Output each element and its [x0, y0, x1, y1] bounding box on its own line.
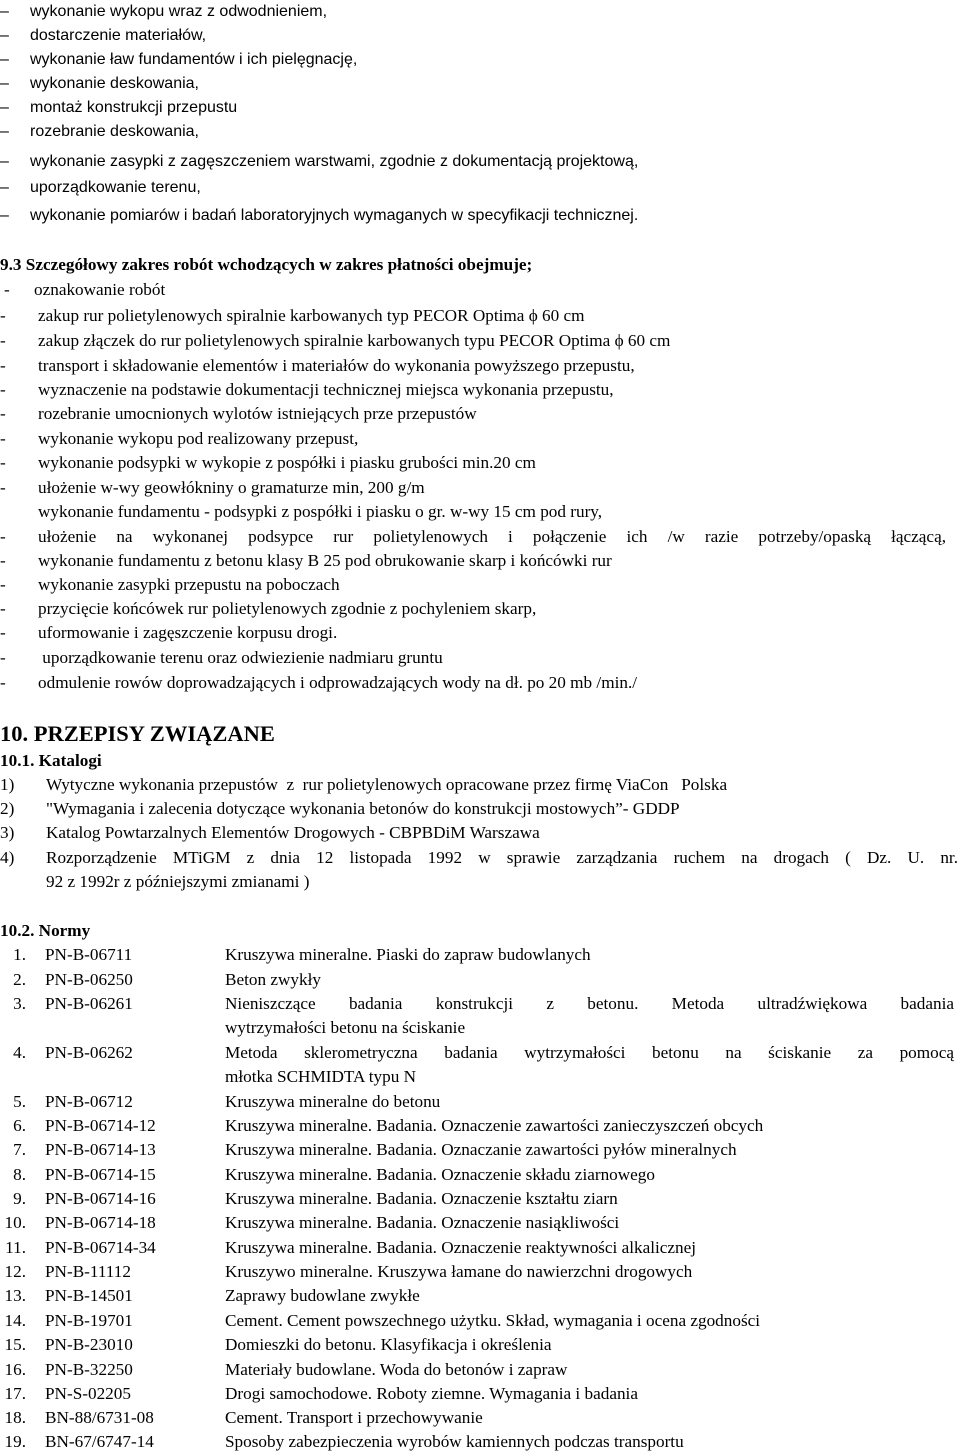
norm-code: PN-B-23010: [45, 1335, 133, 1354]
dash-marker: –: [0, 75, 9, 92]
norm-title: Cement. Transport i przechowywanie: [225, 1408, 483, 1427]
list-marker: -: [0, 356, 6, 375]
norm-code: PN-B-06714-16: [45, 1189, 156, 1208]
subsection-number: 10.1.: [0, 751, 35, 770]
norm-title: Kruszywa mineralne. Badania. Oznaczenie reaktywności alkalicznej: [225, 1238, 697, 1257]
list-item-text: uporządkowanie terenu oraz odwiezienie nadmiaru gruntu: [38, 648, 443, 667]
list-marker: -: [0, 478, 6, 497]
norm-code: PN-B-19701: [45, 1311, 133, 1330]
norm-index: 13.: [4, 1286, 26, 1305]
subsection-number: 10.2.: [0, 921, 35, 940]
norm-title: Kruszywa mineralne. Badania. Oznaczenie składu ziarnowego: [225, 1165, 655, 1184]
norm-index: 3.: [13, 994, 26, 1013]
norm-code: PN-B-06714-34: [45, 1238, 156, 1257]
norm-title: Kruszywa mineralne do betonu: [225, 1092, 441, 1111]
dash-marker: –: [0, 27, 9, 44]
norm-index: 19.: [4, 1432, 26, 1451]
norm-code: BN-88/6731-08: [45, 1408, 154, 1427]
subsection-10-2-heading: [0, 919, 90, 943]
norm-title: Kruszywa mineralne. Badania. Oznaczenie nasiąkliwości: [225, 1213, 620, 1232]
list-item-text: Rozporządzenie MTiGM z dnia 12 listopada 1992 w sprawie zarządzania ruchem na drogach ( Dz. U. nr.: [46, 848, 958, 867]
list-marker: -: [0, 551, 6, 570]
list-marker: -: [0, 429, 6, 448]
list-item-text: wykonanie deskowania,: [30, 75, 199, 92]
subsection-title: Normy: [38, 921, 91, 940]
norm-title: wytrzymałości betonu na ściskanie: [225, 1018, 466, 1037]
norm-title: Domieszki do betonu. Klasyfikacja i określenia: [225, 1335, 552, 1354]
list-item-text: rozebranie deskowania,: [30, 123, 199, 140]
list-item-text: montaż konstrukcji przepustu: [30, 99, 238, 116]
list-item-text: wyznaczenie na podstawie dokumentacji technicznej miejsca wykonania przepustu,: [38, 380, 614, 399]
section-10-heading: 10. PRZEPISY ZWIĄZANE: [0, 721, 275, 746]
list-item-text: ułożenie w-wy geowłókniny o gramaturze min, 200 g/m: [38, 478, 425, 497]
norm-title: Kruszywa mineralne. Badania. Oznaczenie zawartości zanieczyszczeń obcych: [225, 1116, 764, 1135]
norm-title: Materiały budowlane. Woda do betonów i zapraw: [225, 1360, 568, 1379]
norm-index: 12.: [4, 1262, 26, 1281]
norm-index: 8.: [13, 1165, 26, 1184]
norm-index: 4.: [13, 1043, 26, 1062]
norm-title: Drogi samochodowe. Roboty ziemne. Wymagania i badania: [225, 1384, 638, 1403]
norm-title: Nieniszczące badania konstrukcji z betonu. Metoda ultradźwiękowa badania: [225, 994, 954, 1013]
norm-code: BN-67/6747-14: [45, 1432, 154, 1451]
dash-marker: –: [0, 207, 9, 224]
dash-marker: –: [0, 3, 9, 20]
list-item: [0, 525, 946, 549]
list-marker: -: [0, 623, 6, 642]
list-marker: -: [0, 527, 6, 546]
dash-marker: –: [0, 153, 9, 170]
list-item-text: odmulenie rowów doprowadzających i odprowadzających wody na dł. po 20 mb /min./: [38, 673, 638, 692]
list-item-text: przycięcie końcówek rur polietylenowych zgodnie z pochyleniem skarp,: [38, 599, 537, 618]
norm-title: Kruszywa mineralne. Badania. Oznaczanie zawartości pyłów mineralnych: [225, 1140, 737, 1159]
list-marker: -: [0, 380, 6, 399]
list-item-text: oznakowanie robót: [34, 280, 166, 299]
list-item-text: wykonanie zasypki z zagęszczeniem warstwami, zgodnie z dokumentacją projektową,: [30, 153, 639, 170]
norm-code: PN-S-02205: [45, 1384, 131, 1403]
list-item-text: ułożenie na wykonanej podsypce rur polietylenowych i połączenie ich /w razie potrzeby/opaską łączącą,: [38, 527, 946, 546]
norm-index: 18.: [4, 1408, 26, 1427]
list-number: 4): [0, 848, 15, 867]
norm-title: młotka SCHMIDTA typu N: [225, 1067, 417, 1086]
list-number: 3): [0, 823, 15, 842]
norm-code: PN-B-06714-12: [45, 1116, 156, 1135]
dash-marker: –: [0, 179, 9, 196]
norm-index: 2.: [13, 970, 26, 989]
norm-code: PN-B-06711: [45, 945, 133, 964]
section-9-3-heading: 9.3 Szczegółowy zakres robót wchodzących w zakres płatności obejmuje;: [0, 255, 533, 274]
norm-title: Kruszywa mineralne. Badania. Oznaczenie kształtu ziarn: [225, 1189, 618, 1208]
norm-title: Sposoby zabezpieczenia wyrobów kamiennych podczas transportu: [225, 1432, 684, 1451]
list-marker: -: [0, 404, 6, 423]
list-item-text: wykonanie fundamentu - podsypki z pospółki i piasku o gr. w-wy 15 cm pod rury,: [38, 502, 603, 521]
norm-title: Metoda sklerometryczna badania wytrzymałości betonu na ściskanie za pomocą: [225, 1043, 954, 1062]
list-item-text: Wytyczne wykonania przepustów z rur polietylenowych opracowane przez firmę ViaCon Polska: [46, 775, 728, 794]
norm-code: PN-B-06262: [45, 1043, 133, 1062]
norm-code: PN-B-32250: [45, 1360, 133, 1379]
dash-marker: –: [0, 99, 9, 116]
list-item-text: wykonanie podsypki w wykopie z pospółki i piasku grubości min.20 cm: [38, 453, 536, 472]
norm-code: PN-B-06261: [45, 994, 133, 1013]
list-marker: -: [0, 575, 6, 594]
list-marker: -: [0, 331, 6, 350]
norm-title: Kruszywo mineralne. Kruszywa łamane do nawierzchni drogowych: [225, 1262, 693, 1281]
list-item-text: uformowanie i zagęszczenie korpusu drogi.: [38, 623, 338, 642]
list-marker: -: [4, 280, 10, 299]
norm-title: Beton zwykły: [225, 970, 321, 989]
norm-index: 1.: [13, 945, 26, 964]
norm-title: Zaprawy budowlane zwykłe: [225, 1286, 420, 1305]
subsection-10-1-heading: [0, 749, 102, 773]
list-item-text: uporządkowanie terenu,: [30, 179, 201, 196]
list-item-text: zakup rur polietylenowych spiralnie karbowanych typ PECOR Optima ϕ 60 cm: [38, 306, 585, 325]
norm-index: 17.: [4, 1384, 26, 1403]
norm-index: 15.: [4, 1335, 26, 1354]
norm-index: 10.: [4, 1213, 26, 1232]
norm-code: PN-B-14501: [45, 1286, 133, 1305]
list-item-text: zakup złączek do rur polietylenowych spiralnie karbowanych typu PECOR Optima ϕ 60 cm: [38, 331, 671, 350]
list-item-text: wykonanie wykopu wraz z odwodnieniem,: [30, 3, 328, 20]
list-item-text: wykonanie zasypki przepustu na poboczach: [38, 575, 340, 594]
norm-title: Cement. Cement powszechnego użytku. Skład, wymagania i ocena zgodności: [225, 1311, 761, 1330]
dash-marker: –: [0, 51, 9, 68]
norm-index: 6.: [13, 1116, 26, 1135]
list-item-text: wykonanie wykopu pod realizowany przepust,: [38, 429, 359, 448]
norm-code: PN-B-06714-18: [45, 1213, 156, 1232]
subsection-title: Katalogi: [38, 751, 102, 770]
list-marker: -: [0, 673, 6, 692]
norm-index: 9.: [13, 1189, 26, 1208]
list-number: 1): [0, 775, 15, 794]
norm-code: PN-B-06712: [45, 1092, 133, 1111]
list-item-text: transport i składowanie elementów i materiałów do wykonania powyższego przepustu,: [38, 356, 635, 375]
list-item-text: "Wymagania i zalecenia dotyczące wykonania betonów do konstrukcji mostowych”- GDDP: [46, 799, 680, 818]
norm-code: PN-B-06714-13: [45, 1140, 156, 1159]
list-marker: -: [0, 453, 6, 472]
norm-index: 16.: [4, 1360, 26, 1379]
list-item-text: wykonanie fundamentu z betonu klasy B 25 pod obrukowanie skarp i końcówki rur: [38, 551, 612, 570]
dash-marker: –: [0, 123, 9, 140]
norm-index: 11.: [5, 1238, 26, 1257]
list-marker: -: [0, 599, 6, 618]
norm-index: 7.: [13, 1140, 26, 1159]
list-item-text: Katalog Powtarzalnych Elementów Drogowych - CBPBDiM Warszawa: [46, 823, 540, 842]
norm-title: Kruszywa mineralne. Piaski do zapraw budowlanych: [225, 945, 591, 964]
norm-code: PN-B-06714-15: [45, 1165, 156, 1184]
list-item-text: dostarczenie materiałów,: [30, 27, 207, 44]
list-item-text: 92 z 1992r z późniejszymi zmianami ): [46, 872, 310, 891]
list-marker: -: [0, 648, 6, 667]
norm-index: 5.: [13, 1092, 26, 1111]
list-item-text: rozebranie umocnionych wylotów istniejących prze przepustów: [38, 404, 477, 423]
list-marker: -: [0, 306, 6, 325]
list-number: 2): [0, 799, 15, 818]
list-item-text: wykonanie pomiarów i badań laboratoryjnych wymaganych w specyfikacji technicznej.: [30, 207, 639, 224]
norm-code: PN-B-06250: [45, 970, 133, 989]
norm-index: 14.: [4, 1311, 26, 1330]
norm-code: PN-B-11112: [45, 1262, 131, 1281]
list-item-text: wykonanie ław fundamentów i ich pielęgnację,: [30, 51, 358, 68]
